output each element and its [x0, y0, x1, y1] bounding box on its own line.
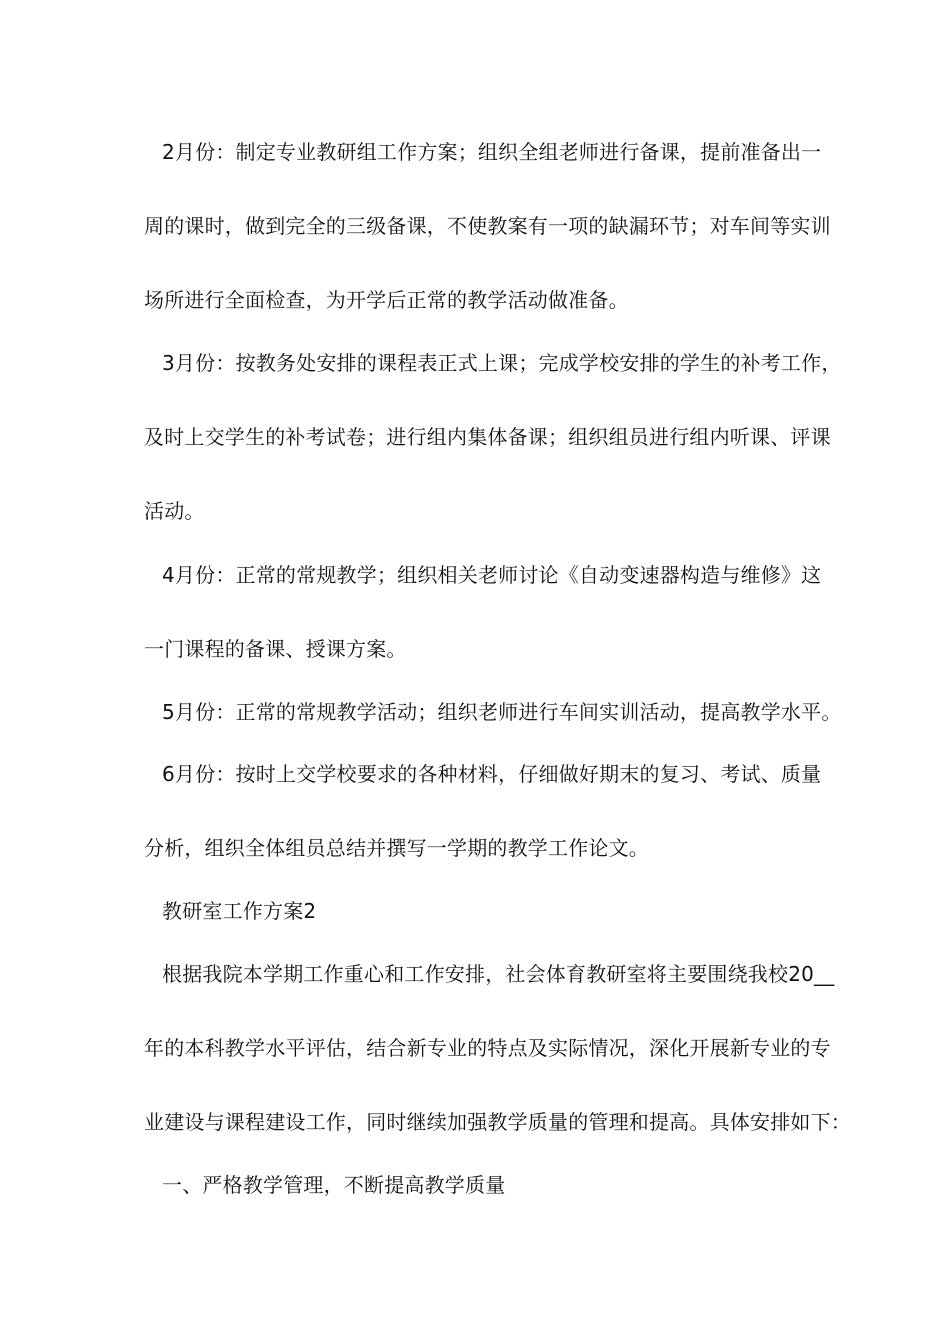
paragraph-feb-line-3: 场所进行全面检查，为开学后正常的教学活动做准备。: [144, 288, 629, 312]
paragraph-intro-line-1: 根据我院本学期工作重心和工作安排，社会体育教研室将主要围绕我校20__: [162, 962, 835, 986]
section-heading: 教研室工作方案2: [162, 899, 317, 923]
paragraph-mar-line-2: 及时上交学生的补考试卷；进行组内集体备课；组织组员进行组内听课、评课: [144, 425, 831, 449]
subsection-heading: 一、严格教学管理，不断提高教学质量: [162, 1173, 506, 1197]
paragraph-mar-line-3: 活动。: [144, 499, 205, 523]
paragraph-intro-line-2: 年的本科教学水平评估，结合新专业的特点及实际情况，深化开展新专业的专: [144, 1036, 831, 1060]
paragraph-feb-line-2: 周的课时，做到完全的三级备课，不使教案有一项的缺漏环节；对车间等实训: [144, 214, 831, 238]
paragraph-apr-line-1: 4月份：正常的常规教学；组织相关老师讨论《自动变速器构造与维修》这: [162, 563, 822, 587]
paragraph-jun-line-2: 分析，组织全体组员总结并撰写一学期的教学工作论文。: [144, 836, 649, 860]
paragraph-mar-line-1: 3月份：按教务处安排的课程表正式上课；完成学校安排的学生的补考工作，: [162, 351, 842, 375]
paragraph-jun-line-1: 6月份：按时上交学校要求的各种材料，仔细做好期末的复习、考试、质量: [162, 762, 822, 786]
paragraph-may-line-1: 5月份：正常的常规教学活动；组织老师进行车间实训活动，提高教学水平。: [162, 700, 842, 724]
paragraph-feb-line-1: 2月份：制定专业教研组工作方案；组织全组老师进行备课，提前准备出一: [162, 140, 822, 164]
paragraph-intro-line-3: 业建设与课程建设工作，同时继续加强教学质量的管理和提高。具体安排如下：: [144, 1110, 851, 1134]
paragraph-apr-line-2: 一门课程的备课、授课方案。: [144, 637, 407, 661]
